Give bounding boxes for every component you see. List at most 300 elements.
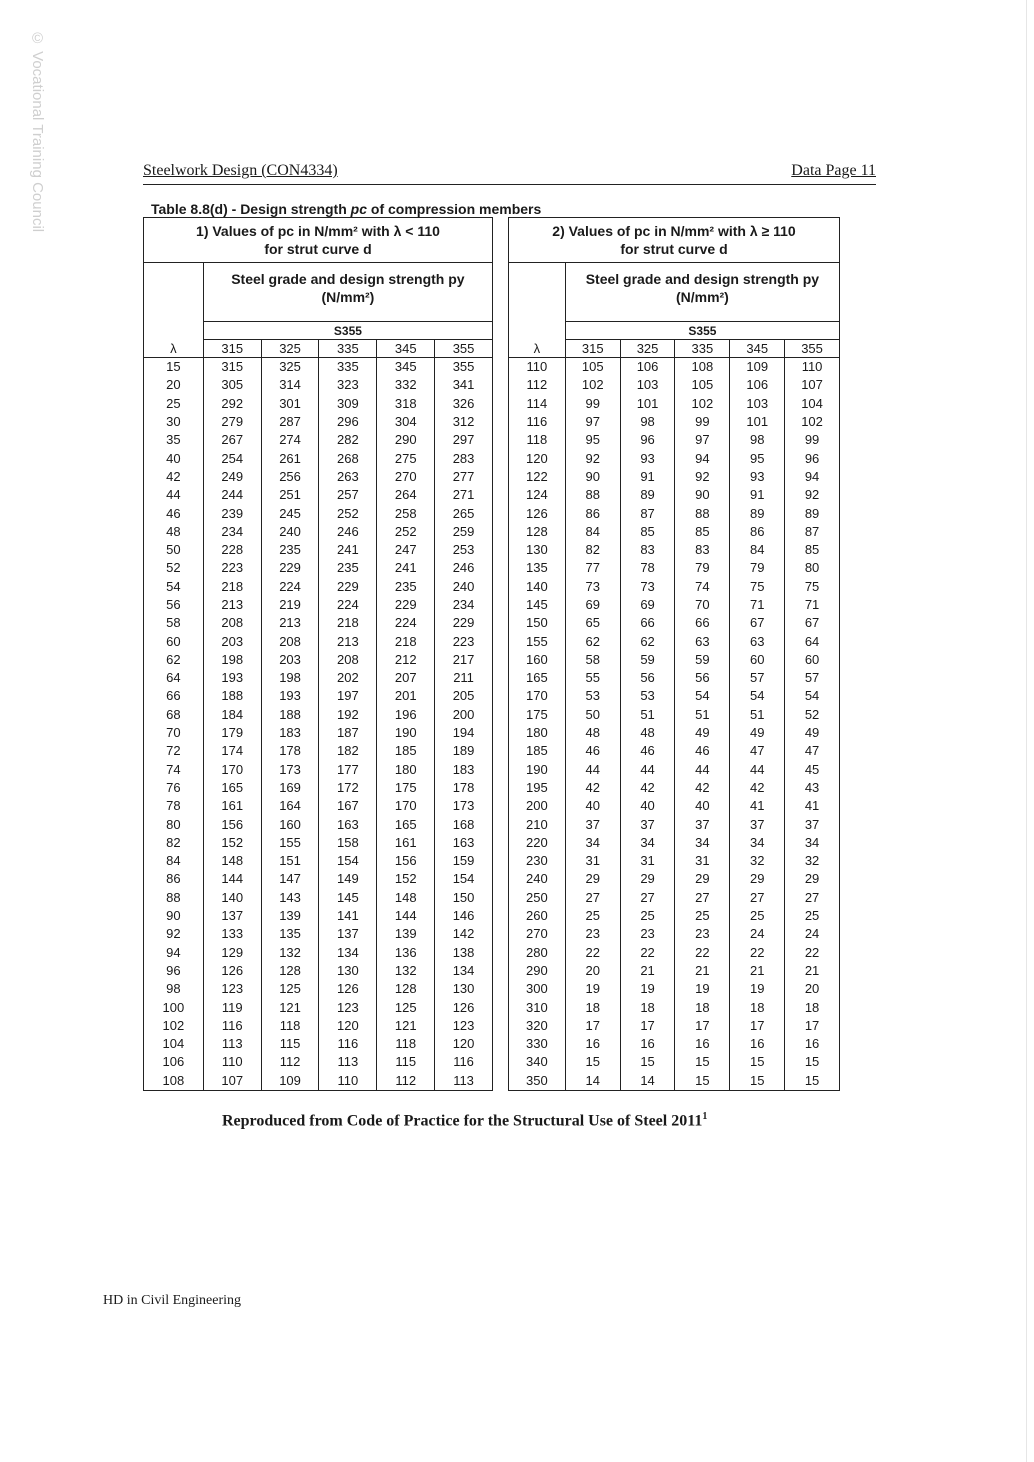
pc-value-cell: 173 [435, 797, 493, 815]
pc-value-cell: 256 [261, 468, 319, 486]
table-row [144, 779, 493, 797]
pc-value-cell: 163 [319, 815, 377, 833]
table-row [144, 449, 493, 467]
table-row [509, 724, 840, 742]
pc-value-cell: 200 [435, 706, 493, 724]
lambda-cell: 280 [509, 944, 566, 962]
pc-value-cell: 164 [261, 797, 319, 815]
left-table [143, 217, 493, 1091]
pc-value-cell: 55 [565, 669, 620, 687]
lambda-cell: 90 [144, 907, 204, 925]
pc-value-cell: 234 [435, 596, 493, 614]
pc-value-cell: 304 [377, 413, 435, 431]
lambda-cell: 66 [144, 687, 204, 705]
pc-value-cell: 25 [785, 907, 840, 925]
lambda-cell: 56 [144, 596, 204, 614]
pc-value-cell: 17 [730, 1017, 785, 1035]
table-row [144, 761, 493, 779]
pc-value-cell: 159 [435, 852, 493, 870]
pc-value-cell: 96 [620, 431, 675, 449]
pc-value-cell: 264 [377, 486, 435, 504]
lambda-cell: 122 [509, 468, 566, 486]
pc-value-cell: 101 [730, 413, 785, 431]
pc-value-cell: 71 [785, 596, 840, 614]
pc-value-cell: 79 [730, 559, 785, 577]
pc-value-cell: 253 [435, 541, 493, 559]
pc-value-cell: 116 [319, 1035, 377, 1053]
table-title-suffix: of compression members [367, 201, 542, 217]
table-row [509, 578, 840, 596]
pc-value-cell: 296 [319, 413, 377, 431]
pc-value-cell: 151 [261, 852, 319, 870]
pc-value-cell: 229 [435, 614, 493, 632]
pc-value-cell: 21 [730, 962, 785, 980]
table-row [144, 944, 493, 962]
pc-value-cell: 194 [435, 724, 493, 742]
pc-value-cell: 95 [730, 449, 785, 467]
pc-value-cell: 235 [261, 541, 319, 559]
pc-value-cell: 245 [261, 504, 319, 522]
right-col-header: 355 [785, 340, 840, 358]
pc-value-cell: 89 [730, 504, 785, 522]
lambda-cell: 106 [144, 1053, 204, 1071]
pc-value-cell: 203 [261, 651, 319, 669]
pc-value-cell: 207 [377, 669, 435, 687]
pc-value-cell: 203 [203, 632, 261, 650]
left-column-headers [144, 340, 493, 358]
pc-value-cell: 137 [203, 907, 261, 925]
pc-value-cell: 241 [319, 541, 377, 559]
pc-value-cell: 29 [565, 870, 620, 888]
right-caption [509, 218, 840, 263]
pc-value-cell: 104 [785, 395, 840, 413]
left-caption-line2: for strut curve d [264, 241, 372, 257]
pc-value-cell: 148 [203, 852, 261, 870]
pc-value-cell: 86 [565, 504, 620, 522]
table-row [509, 1035, 840, 1053]
pc-value-cell: 172 [319, 779, 377, 797]
table-row [509, 834, 840, 852]
lambda-cell: 150 [509, 614, 566, 632]
pc-value-cell: 59 [675, 651, 730, 669]
lambda-cell: 290 [509, 962, 566, 980]
pc-value-cell: 87 [620, 504, 675, 522]
pc-value-cell: 106 [620, 358, 675, 377]
pc-value-cell: 80 [785, 559, 840, 577]
pc-value-cell: 312 [435, 413, 493, 431]
pc-value-cell: 18 [620, 998, 675, 1016]
pc-value-cell: 94 [675, 449, 730, 467]
pc-value-cell: 128 [377, 980, 435, 998]
table-row [509, 449, 840, 467]
lambda-cell: 92 [144, 925, 204, 943]
pc-value-cell: 16 [565, 1035, 620, 1053]
table-row [144, 486, 493, 504]
pc-value-cell: 47 [785, 742, 840, 760]
pc-value-cell: 40 [565, 797, 620, 815]
pc-value-cell: 163 [435, 834, 493, 852]
pc-value-cell: 17 [620, 1017, 675, 1035]
pc-value-cell: 178 [261, 742, 319, 760]
pc-value-cell: 73 [565, 578, 620, 596]
pc-value-cell: 70 [675, 596, 730, 614]
pc-value-cell: 105 [675, 376, 730, 394]
right-table [508, 217, 840, 1091]
table-row [144, 1072, 493, 1091]
pc-value-cell: 16 [620, 1035, 675, 1053]
left-col-header: 325 [261, 340, 319, 358]
lambda-cell: 25 [144, 395, 204, 413]
pc-value-cell: 98 [620, 413, 675, 431]
pc-value-cell: 22 [565, 944, 620, 962]
pc-value-cell: 247 [377, 541, 435, 559]
pc-value-cell: 83 [675, 541, 730, 559]
lambda-cell: 88 [144, 889, 204, 907]
pc-value-cell: 67 [730, 614, 785, 632]
lambda-cell: 54 [144, 578, 204, 596]
right-grade-line1: Steel grade and design strength py [585, 271, 820, 287]
pc-value-cell: 125 [261, 980, 319, 998]
pc-value-cell: 20 [565, 962, 620, 980]
table-row [509, 523, 840, 541]
table-row [509, 651, 840, 669]
pc-value-cell: 130 [319, 962, 377, 980]
pc-value-cell: 90 [675, 486, 730, 504]
pc-value-cell: 25 [620, 907, 675, 925]
pc-value-cell: 126 [435, 998, 493, 1016]
pc-value-cell: 118 [377, 1035, 435, 1053]
pc-value-cell: 98 [730, 431, 785, 449]
table-row [509, 980, 840, 998]
table-row [509, 944, 840, 962]
table-row [144, 742, 493, 760]
pc-value-cell: 49 [785, 724, 840, 742]
lambda-cell: 82 [144, 834, 204, 852]
lambda-cell: 35 [144, 431, 204, 449]
pc-value-cell: 110 [319, 1072, 377, 1091]
pc-value-cell: 101 [620, 395, 675, 413]
pc-value-cell: 102 [675, 395, 730, 413]
pc-value-cell: 277 [435, 468, 493, 486]
pc-value-cell: 112 [261, 1053, 319, 1071]
pc-value-cell: 246 [319, 523, 377, 541]
left-grade-header [203, 263, 492, 314]
pc-value-cell: 135 [261, 925, 319, 943]
pc-value-cell: 254 [203, 449, 261, 467]
pc-value-cell: 102 [785, 413, 840, 431]
left-lambda-spacer [144, 263, 204, 314]
pc-value-cell: 234 [203, 523, 261, 541]
pc-value-cell: 106 [730, 376, 785, 394]
table-row [509, 925, 840, 943]
pc-value-cell: 149 [319, 870, 377, 888]
pc-value-cell: 355 [435, 358, 493, 377]
pc-value-cell: 85 [785, 541, 840, 559]
pc-value-cell: 283 [435, 449, 493, 467]
left-caption [144, 218, 493, 263]
lambda-cell: 62 [144, 651, 204, 669]
pc-value-cell: 160 [261, 815, 319, 833]
lambda-cell: 68 [144, 706, 204, 724]
pc-value-cell: 169 [261, 779, 319, 797]
pc-value-cell: 218 [203, 578, 261, 596]
pc-value-cell: 175 [377, 779, 435, 797]
lambda-cell: 52 [144, 559, 204, 577]
pc-value-cell: 63 [675, 632, 730, 650]
pc-value-cell: 113 [435, 1072, 493, 1091]
pc-value-cell: 208 [261, 632, 319, 650]
pc-value-cell: 182 [319, 742, 377, 760]
lambda-cell: 130 [509, 541, 566, 559]
pc-value-cell: 120 [435, 1035, 493, 1053]
table-row [144, 980, 493, 998]
right-steel-name: S355 [565, 322, 839, 340]
course-title: Steelwork Design (CON4334) [143, 162, 338, 179]
pc-value-cell: 143 [261, 889, 319, 907]
lambda-cell: 190 [509, 761, 566, 779]
pc-value-cell: 20 [785, 980, 840, 998]
pc-value-cell: 25 [675, 907, 730, 925]
pc-value-cell: 56 [620, 669, 675, 687]
pc-value-cell: 138 [435, 944, 493, 962]
pc-value-cell: 223 [435, 632, 493, 650]
pc-value-cell: 156 [203, 815, 261, 833]
pc-value-cell: 96 [785, 449, 840, 467]
pc-value-cell: 115 [377, 1053, 435, 1071]
pc-value-cell: 77 [565, 559, 620, 577]
pc-value-cell: 139 [377, 925, 435, 943]
table-row [509, 632, 840, 650]
lambda-cell: 60 [144, 632, 204, 650]
table-row [509, 1072, 840, 1091]
table-row [509, 669, 840, 687]
pc-value-cell: 136 [377, 944, 435, 962]
pc-value-cell: 37 [675, 815, 730, 833]
lambda-cell: 300 [509, 980, 566, 998]
pc-value-cell: 219 [261, 596, 319, 614]
pc-value-cell: 14 [620, 1072, 675, 1091]
pc-value-cell: 50 [565, 706, 620, 724]
pc-value-cell: 66 [675, 614, 730, 632]
pc-value-cell: 34 [785, 834, 840, 852]
pc-value-cell: 91 [620, 468, 675, 486]
pc-value-cell: 48 [565, 724, 620, 742]
pc-value-cell: 279 [203, 413, 261, 431]
right-col-header: 335 [675, 340, 730, 358]
pc-value-cell: 37 [785, 815, 840, 833]
pc-value-cell: 45 [785, 761, 840, 779]
pc-value-cell: 59 [620, 651, 675, 669]
pc-value-cell: 110 [785, 358, 840, 377]
table-row [509, 413, 840, 431]
pc-value-cell: 208 [319, 651, 377, 669]
pc-value-cell: 239 [203, 504, 261, 522]
pc-value-cell: 287 [261, 413, 319, 431]
pc-value-cell: 40 [620, 797, 675, 815]
pc-value-cell: 49 [730, 724, 785, 742]
pc-value-cell: 217 [435, 651, 493, 669]
pc-value-cell: 229 [319, 578, 377, 596]
pc-value-cell: 51 [620, 706, 675, 724]
lambda-cell: 145 [509, 596, 566, 614]
lambda-cell: 78 [144, 797, 204, 815]
pc-value-cell: 19 [730, 980, 785, 998]
pc-value-cell: 305 [203, 376, 261, 394]
pc-value-cell: 118 [261, 1017, 319, 1035]
pc-value-cell: 21 [620, 962, 675, 980]
pc-value-cell: 168 [435, 815, 493, 833]
pc-value-cell: 161 [377, 834, 435, 852]
right-grade-line2: (N/mm²) [675, 289, 729, 305]
pc-value-cell: 25 [565, 907, 620, 925]
lambda-cell: 118 [509, 431, 566, 449]
pc-value-cell: 15 [675, 1072, 730, 1091]
pc-value-cell: 84 [730, 541, 785, 559]
page-number: Data Page 11 [791, 162, 876, 179]
pc-value-cell: 52 [785, 706, 840, 724]
lambda-cell: 40 [144, 449, 204, 467]
table-row [144, 431, 493, 449]
lambda-cell: 30 [144, 413, 204, 431]
pc-value-cell: 18 [675, 998, 730, 1016]
lambda-cell: 120 [509, 449, 566, 467]
pc-value-cell: 42 [565, 779, 620, 797]
table-row [144, 468, 493, 486]
source-note-footnote-mark: 1 [702, 1111, 708, 1122]
pc-value-cell: 174 [203, 742, 261, 760]
pc-value-cell: 74 [675, 578, 730, 596]
pc-value-cell: 16 [785, 1035, 840, 1053]
page-edge-line [1026, 0, 1027, 1462]
lambda-cell: 98 [144, 980, 204, 998]
lambda-cell: 102 [144, 1017, 204, 1035]
pc-value-cell: 66 [620, 614, 675, 632]
table-row [509, 962, 840, 980]
lambda-cell: 116 [509, 413, 566, 431]
table-row [144, 559, 493, 577]
pc-value-cell: 259 [435, 523, 493, 541]
table-row [509, 486, 840, 504]
pc-value-cell: 345 [377, 358, 435, 377]
pc-value-cell: 32 [730, 852, 785, 870]
pc-value-cell: 62 [565, 632, 620, 650]
table-row [144, 998, 493, 1016]
pc-value-cell: 326 [435, 395, 493, 413]
pc-value-cell: 19 [565, 980, 620, 998]
pc-value-cell: 167 [319, 797, 377, 815]
pc-value-cell: 126 [319, 980, 377, 998]
table-row [509, 870, 840, 888]
pc-value-cell: 17 [785, 1017, 840, 1035]
table-row [144, 852, 493, 870]
pc-value-cell: 18 [785, 998, 840, 1016]
pc-value-cell: 332 [377, 376, 435, 394]
lambda-cell: 74 [144, 761, 204, 779]
pc-value-cell: 67 [785, 614, 840, 632]
pc-value-cell: 79 [675, 559, 730, 577]
pc-value-cell: 71 [730, 596, 785, 614]
right-column-headers [509, 340, 840, 358]
table-row [144, 834, 493, 852]
left-col-header: 335 [319, 340, 377, 358]
lambda-cell: 175 [509, 706, 566, 724]
table-row [144, 596, 493, 614]
pc-value-cell: 23 [565, 925, 620, 943]
table-row [509, 376, 840, 394]
pc-value-cell: 193 [261, 687, 319, 705]
pc-value-cell: 150 [435, 889, 493, 907]
pc-value-cell: 152 [203, 834, 261, 852]
left-grade-line1: Steel grade and design strength py [231, 271, 465, 287]
source-note-text: Reproduced from Code of Practice for the Structural Use of Steel 2011 [222, 1112, 703, 1130]
pc-value-cell: 133 [203, 925, 261, 943]
pc-value-cell: 103 [620, 376, 675, 394]
pc-value-cell: 47 [730, 742, 785, 760]
pc-value-cell: 15 [620, 1053, 675, 1071]
lambda-cell: 210 [509, 815, 566, 833]
pc-value-cell: 123 [203, 980, 261, 998]
pc-value-cell: 87 [785, 523, 840, 541]
pc-value-cell: 213 [319, 632, 377, 650]
pc-value-cell: 123 [319, 998, 377, 1016]
lambda-cell: 100 [144, 998, 204, 1016]
table-row [144, 907, 493, 925]
pc-value-cell: 29 [730, 870, 785, 888]
table-row [509, 761, 840, 779]
pc-value-cell: 99 [785, 431, 840, 449]
pc-value-cell: 177 [319, 761, 377, 779]
pc-value-cell: 154 [319, 852, 377, 870]
pc-value-cell: 58 [565, 651, 620, 669]
pc-value-cell: 154 [435, 870, 493, 888]
table-row [144, 632, 493, 650]
pc-value-cell: 189 [435, 742, 493, 760]
pc-value-cell: 88 [565, 486, 620, 504]
left-steel-name: S355 [203, 322, 492, 340]
pc-value-cell: 218 [377, 632, 435, 650]
pc-value-cell: 27 [730, 889, 785, 907]
lambda-cell: 15 [144, 358, 204, 377]
pc-value-cell: 21 [675, 962, 730, 980]
pc-value-cell: 105 [565, 358, 620, 377]
lambda-cell: 155 [509, 632, 566, 650]
table-row [509, 907, 840, 925]
pc-value-cell: 223 [203, 559, 261, 577]
pc-value-cell: 192 [319, 706, 377, 724]
lambda-cell: 270 [509, 925, 566, 943]
lambda-cell: 64 [144, 669, 204, 687]
page-header [143, 162, 876, 185]
pc-value-cell: 89 [620, 486, 675, 504]
pc-value-cell: 123 [435, 1017, 493, 1035]
pc-value-cell: 15 [675, 1053, 730, 1071]
pc-value-cell: 184 [203, 706, 261, 724]
pc-value-cell: 145 [319, 889, 377, 907]
right-lambda-label: λ [509, 340, 566, 358]
pc-value-cell: 41 [730, 797, 785, 815]
pc-value-cell: 56 [675, 669, 730, 687]
pc-value-cell: 60 [730, 651, 785, 669]
pc-value-cell: 198 [261, 669, 319, 687]
pc-value-cell: 165 [203, 779, 261, 797]
table-row [144, 1017, 493, 1035]
table-row [509, 431, 840, 449]
lambda-cell: 124 [509, 486, 566, 504]
table-row [144, 889, 493, 907]
pc-value-cell: 197 [319, 687, 377, 705]
pc-value-cell: 173 [261, 761, 319, 779]
pc-value-cell: 44 [620, 761, 675, 779]
